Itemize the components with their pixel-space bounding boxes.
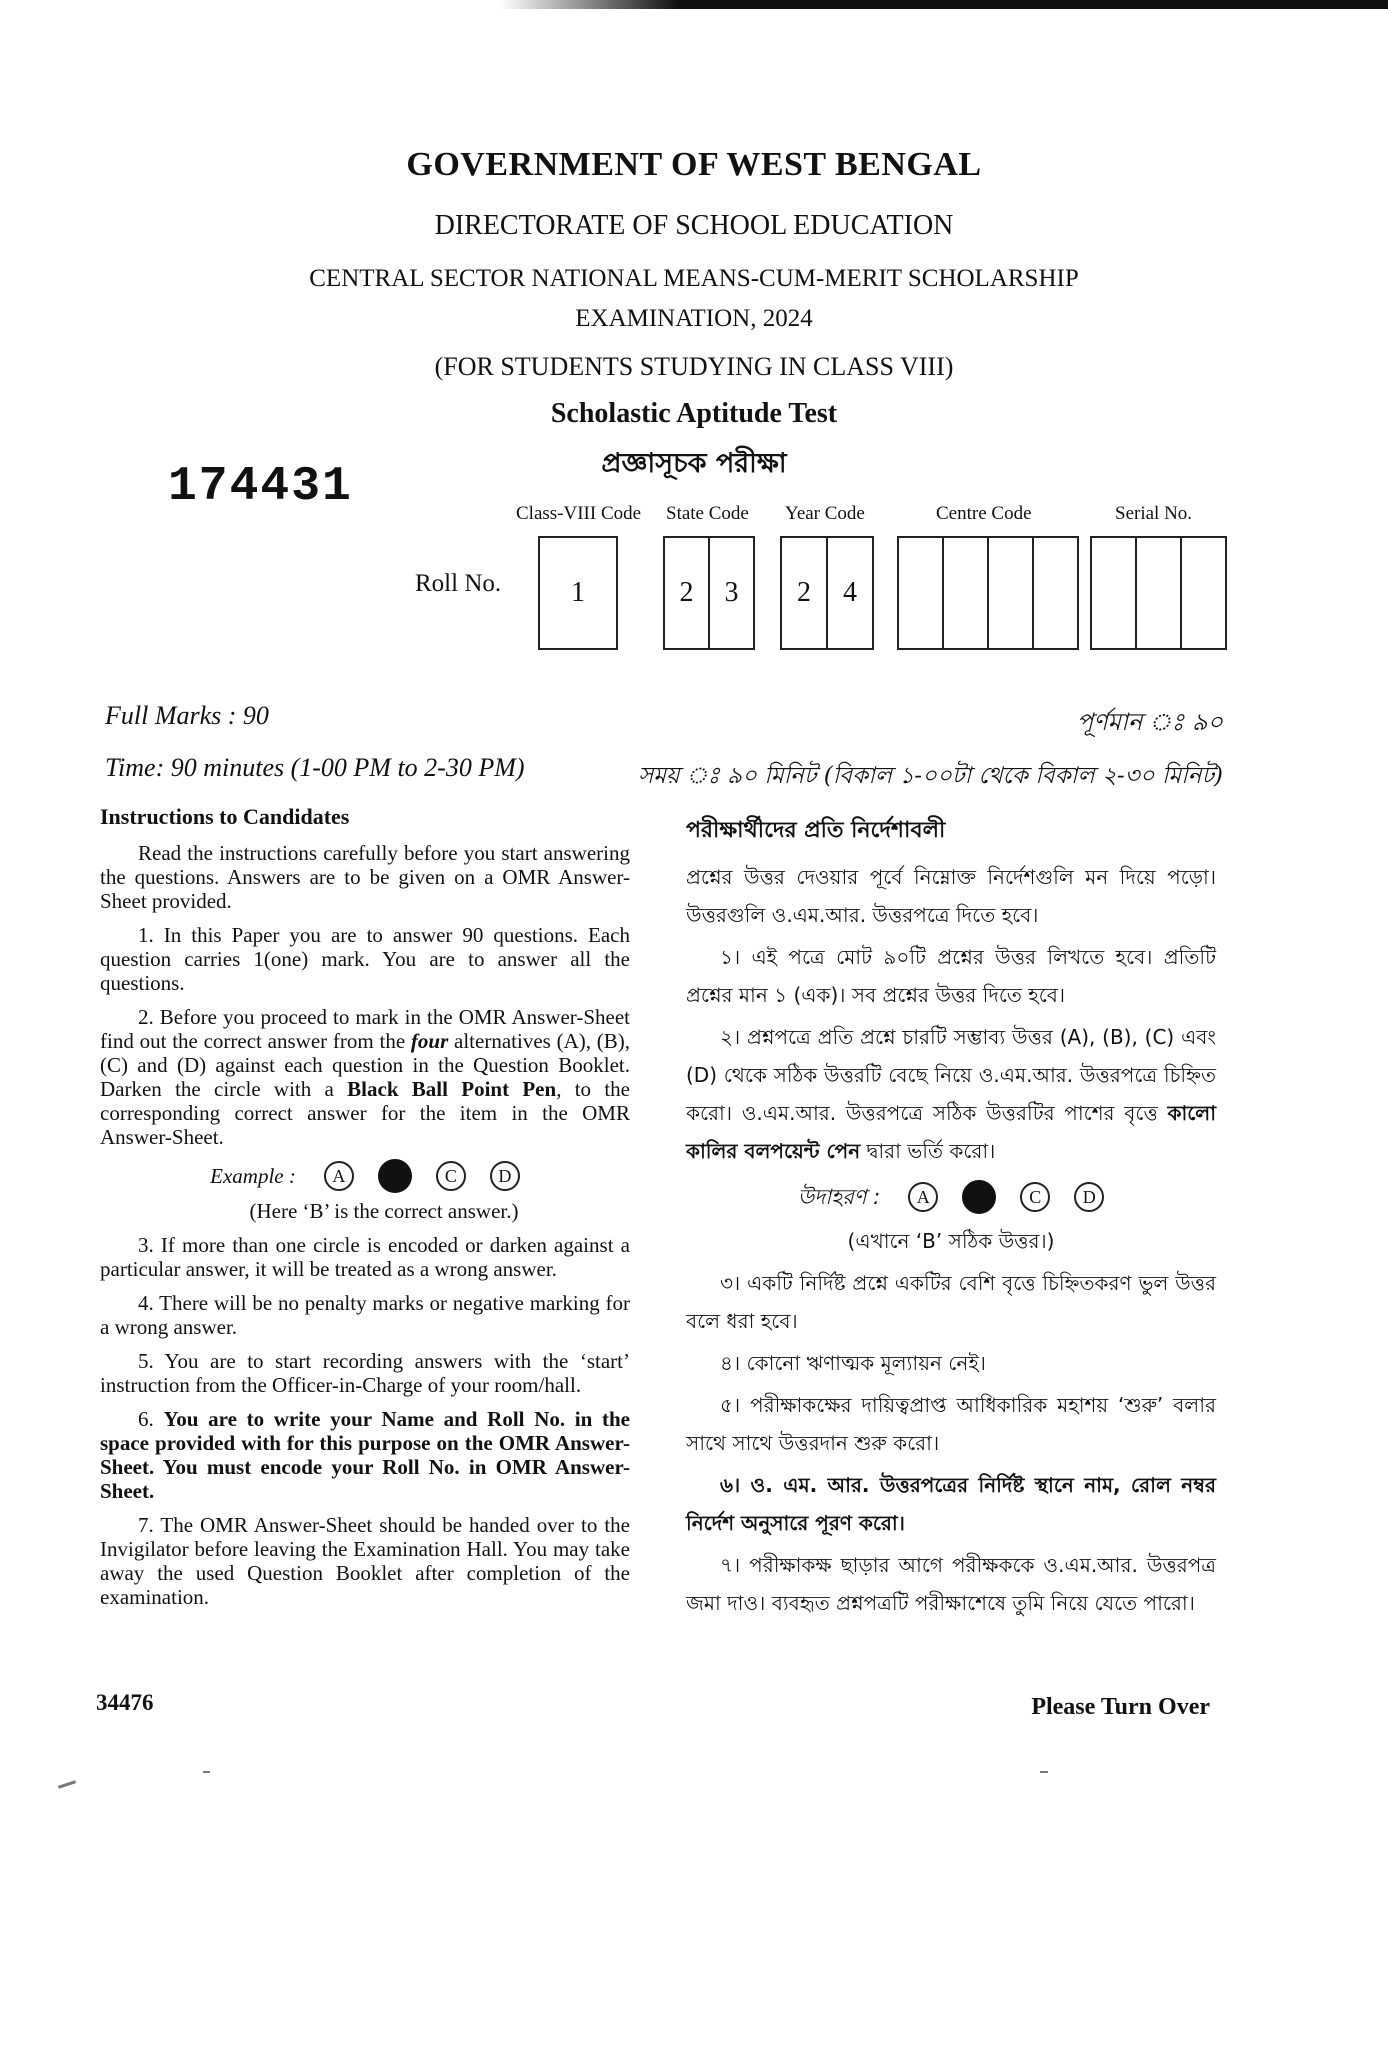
instruction-text: alternatives (A), (B), (C) and (D) against each question in the Question Booklet. Darken the circle with a xyxy=(100,1029,630,1101)
instruction-intro: Read the instructions carefully before you start answering the questions. Answers are to be given on a OMR Answer-Sheet provided. xyxy=(100,841,630,913)
booklet-serial-number: 174431 xyxy=(168,460,353,514)
instruction-item-bengali: ৭। পরীক্ষাকক্ষ ছাড়ার আগে পরীক্ষককে ও.এম.আর. উত্তরপত্র জমা দাও। ব্যবহৃত প্রশ্নপত্রটি পরীক্ষাশেষে তুমি নিয়ে যেতে পারো। xyxy=(686,1553,1216,1615)
class-code-digit[interactable]: 1 xyxy=(571,577,585,608)
class-code-boxes xyxy=(538,536,618,650)
centre-code-digit[interactable] xyxy=(989,538,1034,648)
year-code-digit[interactable]: 4 xyxy=(843,577,857,608)
instructions-heading-bengali: পরীক্ষার্থীদের প্রতি নির্দেশাবলী xyxy=(686,818,946,843)
serial-no-digit[interactable] xyxy=(1182,538,1225,648)
directorate-title: DIRECTORATE OF SCHOOL EDUCATION xyxy=(434,210,954,241)
instruction-text: ২। প্রশ্নপত্রে প্রতি প্রশ্নে চারটি সম্ভাব্য উত্তর (A), (B), (C) এবং (D) থেকে সঠিক উত্তরটি বেছে নিয়ে ও.এম.আর. উত্তরপত্রে চিহ্নিত করো। ও.এম.আর. উত্তরপত্রে সঠিক উত্তরটির পাশের বৃত্তে xyxy=(686,1025,1216,1125)
test-name: Scholastic Aptitude Test xyxy=(550,398,838,429)
time-allowed: Time: 90 minutes (1-00 PM to 2-30 PM) xyxy=(105,753,525,782)
instruction-item: 4. There will be no penalty marks or negative marking for a wrong answer. xyxy=(100,1291,630,1339)
option-bubble-b-filled xyxy=(378,1159,412,1193)
instruction-item-bengali: ৫। পরীক্ষাকক্ষের দায়িত্বপ্রাপ্ত আধিকারিক মহাশয় ‘শুরু’ বলার সাথে সাথে উত্তরদান শুরু করো। xyxy=(686,1393,1216,1455)
paper-code: 34476 xyxy=(96,1690,154,1715)
scan-speck xyxy=(58,1780,76,1788)
instruction-item-bengali: ৩। একটি নির্দিষ্ট প্রশ্নে একটির বেশি বৃত্তে চিহ্নিতকরণ ভুল উত্তর বলে ধরা হবে। xyxy=(686,1271,1216,1333)
state-code-boxes xyxy=(663,536,755,650)
instruction-text: , to the corresponding correct answer for the item in the OMR Answer-Sheet. xyxy=(100,1077,630,1149)
instruction-item: 7. The OMR Answer-Sheet should be handed over to the Invigilator before leaving the Examination Hall. You may take away the used Question Booklet after completion of the examination. xyxy=(100,1513,630,1609)
serial-no-label: Serial No. xyxy=(1115,503,1193,524)
year-code-digit[interactable]: 2 xyxy=(782,538,828,648)
centre-code-boxes xyxy=(897,536,1079,650)
class-note: (FOR STUDENTS STUDYING IN CLASS VIII) xyxy=(434,352,954,381)
centre-code-digit[interactable] xyxy=(1034,538,1077,648)
answer-example-bengali xyxy=(686,1178,1216,1216)
full-marks-bengali: পূর্ণমান ঃ ৯০ xyxy=(1076,708,1223,736)
time-allowed-bengali: সময় ঃ ৯০ মিনিট (বিকাল ১-০০টা থেকে বিকাল ২-৩০ মিনিট) xyxy=(638,763,1223,789)
roll-number-label: Roll No. xyxy=(415,570,502,597)
instruction-item-bengali: ৬। ও. এম. আর. উত্তরপত্রের নির্দিষ্ট স্থানে নাম, রোল নম্বর নির্দেশ অনুসারে পূরণ করো। xyxy=(686,1473,1216,1535)
state-code-label: State Code xyxy=(666,503,749,524)
instruction-item: 1. In this Paper you are to answer 90 questions. Each question carries 1(one) mark. You are to answer all the questions. xyxy=(100,923,630,995)
instruction-emphasis: four xyxy=(410,1029,449,1053)
year-code-boxes xyxy=(780,536,874,650)
example-note-bengali: (এখানে ‘B’ সঠিক উত্তর।) xyxy=(847,1229,1055,1253)
year-code-label: Year Code xyxy=(785,503,865,524)
turn-over-note: Please Turn Over xyxy=(1031,1694,1210,1720)
serial-no-boxes xyxy=(1090,536,1227,650)
instruction-emphasis: Black Ball Point Pen xyxy=(347,1077,557,1101)
option-bubble-a: A xyxy=(324,1161,354,1191)
full-marks: Full Marks : 90 xyxy=(105,701,269,730)
exam-title-line2: EXAMINATION, 2024 xyxy=(575,305,813,332)
example-label: Example : xyxy=(210,1164,296,1188)
option-bubble-b-filled xyxy=(962,1180,996,1214)
option-bubble-d: D xyxy=(490,1161,520,1191)
instruction-item xyxy=(100,1407,630,1503)
option-bubble-c: C xyxy=(1020,1182,1050,1212)
serial-no-digit[interactable] xyxy=(1092,538,1137,648)
instruction-intro-bengali: প্রশ্নের উত্তর দেওয়ার পূর্বে নিম্নোক্ত নির্দেশগুলি মন দিয়ে পড়ো। উত্তরগুলি ও.এম.আর. উত্তরপত্রে দিতে হবে। xyxy=(686,865,1216,927)
instruction-item-bengali: ১। এই পত্রে মোট ৯০টি প্রশ্নের উত্তর লিখতে হবে। প্রতিটি প্রশ্নের মান ১ (এক)। সব প্রশ্নের উত্তর দিতে হবে। xyxy=(686,945,1216,1007)
centre-code-label: Centre Code xyxy=(936,503,1032,524)
option-bubble-a: A xyxy=(908,1182,938,1212)
option-bubble-c: C xyxy=(436,1161,466,1191)
instruction-item-bengali: ৪। কোনো ঋণাত্মক মূল্যায়ন নেই। xyxy=(720,1351,986,1375)
instruction-item: 5. You are to start recording answers with the ‘start’ instruction from the Officer-in-Charge of your room/hall. xyxy=(100,1349,630,1397)
instruction-text: You are to write your Name and Roll No. in the space provided with for this purpose on the OMR Answer-Sheet. You must encode your Roll No. in OMR Answer-Sheet. xyxy=(100,1407,631,1503)
centre-code-digit[interactable] xyxy=(899,538,944,648)
instructions-heading: Instructions to Candidates xyxy=(100,804,350,829)
instruction-item-bengali xyxy=(686,1018,1216,1170)
instructions-bengali xyxy=(686,812,1216,1626)
state-code-digit[interactable]: 2 xyxy=(665,538,710,648)
instruction-item xyxy=(100,1005,630,1149)
exam-title-line1: CENTRAL SECTOR NATIONAL MEANS-CUM-MERIT SCHOLARSHIP xyxy=(309,265,1079,292)
serial-no-digit[interactable] xyxy=(1137,538,1182,648)
instruction-emphasis: কালো কালির বলপয়েন্ট পেন xyxy=(686,1101,1216,1163)
example-label-bengali: উদাহরণ : xyxy=(797,1185,881,1209)
scan-speck xyxy=(1040,1771,1048,1773)
class-code-label: Class-VIII Code xyxy=(516,503,642,524)
test-name-bengali: প্রজ্ঞাসূচক পরীক্ষা xyxy=(601,448,787,479)
scan-speck xyxy=(203,1771,210,1773)
answer-example xyxy=(100,1159,630,1193)
centre-code-digit[interactable] xyxy=(944,538,989,648)
instruction-text: 2. Before you proceed to mark in the OMR Answer-Sheet find out the correct answer from the xyxy=(100,1005,630,1053)
state-code-digit[interactable]: 3 xyxy=(724,577,739,608)
instruction-text: দ্বারা ভর্তি করো। xyxy=(860,1139,996,1163)
option-bubble-d: D xyxy=(1074,1182,1104,1212)
government-title: GOVERNMENT OF WEST BENGAL xyxy=(406,146,982,183)
scan-edge-shadow xyxy=(0,0,1388,10)
example-note: (Here ‘B’ is the correct answer.) xyxy=(249,1199,519,1223)
instruction-number: 6. xyxy=(138,1407,164,1431)
instruction-item: 3. If more than one circle is encoded or darken against a particular answer, it will be treated as a wrong answer. xyxy=(100,1233,630,1281)
instructions-english xyxy=(100,805,630,1619)
